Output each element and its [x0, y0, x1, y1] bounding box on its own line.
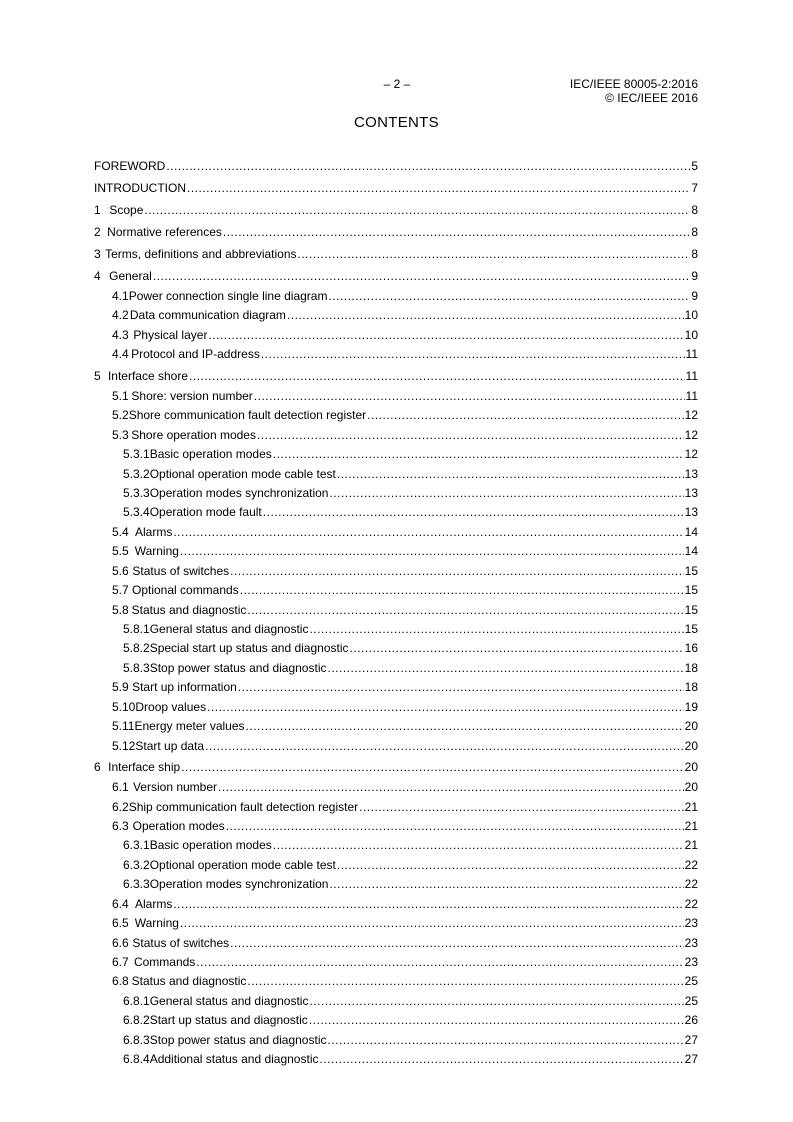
toc-entry-number: 5.3	[112, 427, 129, 442]
toc-dot-leader	[329, 875, 683, 894]
toc-entry-title: Optional operation mode cable test	[149, 466, 336, 481]
toc-entry-title: Additional status and diagnostic	[149, 1052, 319, 1067]
toc-entry-page: 23	[684, 935, 698, 950]
toc-entry-number: 5.10	[112, 699, 136, 714]
toc-dot-leader	[328, 287, 690, 306]
toc-entry-title: Power connection single line diagram	[128, 289, 328, 303]
toc-dot-leader	[350, 639, 684, 658]
toc-entry[interactable]	[94, 620, 698, 639]
toc-entry-number: 5.2	[112, 408, 129, 423]
toc-entry[interactable]	[94, 601, 698, 620]
toc-entry[interactable]	[94, 972, 698, 991]
toc-dot-leader	[359, 798, 684, 817]
toc-entry-number: 6.4	[112, 896, 129, 911]
toc-entry-page: 21	[684, 799, 698, 814]
toc-entry-title: Start up status and diagnostic	[149, 1013, 308, 1028]
toc-entry-title: Warning	[134, 544, 179, 559]
toc-entry-title: Normative references	[107, 225, 222, 239]
toc-entry-title: Shore operation modes	[131, 427, 256, 442]
toc-entry[interactable]	[94, 639, 698, 658]
toc-entry-page: 22	[684, 877, 698, 892]
toc-dot-leader	[205, 737, 684, 756]
toc-entry-title: Protocol and IP-address	[131, 347, 260, 362]
toc-entry[interactable]	[94, 1011, 698, 1030]
toc-entry-title: Operation modes synchronization	[149, 877, 329, 892]
toc-entry-page: 18	[684, 660, 698, 675]
toc-entry[interactable]	[94, 778, 698, 797]
toc-entry[interactable]	[94, 199, 698, 221]
toc-dot-leader	[309, 620, 683, 639]
toc-dot-leader	[180, 914, 684, 933]
toc-entry-number: 1	[94, 203, 101, 217]
toc-entry-page: 20	[684, 760, 698, 775]
toc-entry-title: General status and diagnostic	[149, 622, 309, 636]
toc-dot-leader	[173, 895, 683, 914]
toc-entry-page: 25	[684, 974, 698, 989]
toc-dot-leader	[240, 581, 684, 600]
toc-entry[interactable]	[94, 875, 698, 894]
toc-entry[interactable]	[94, 542, 698, 561]
toc-entry-title: Droop values	[135, 699, 207, 714]
document-id: IEC/IEEE 80005-2:2016	[569, 77, 698, 91]
toc-entry-title: Optional commands	[131, 583, 239, 598]
toc-entry-number: 5.6	[112, 563, 129, 578]
toc-entry-page: 27	[684, 1032, 698, 1047]
toc-dot-leader	[218, 778, 684, 797]
toc-entry[interactable]	[94, 406, 698, 425]
toc-entry-title: Basic operation modes	[149, 838, 272, 853]
toc-entry[interactable]	[94, 306, 698, 325]
toc-dot-leader	[337, 465, 684, 484]
toc-entry-title: Special start up status and diagnostic	[149, 641, 349, 656]
toc-entry-title: Energy meter values	[134, 719, 245, 734]
toc-entry-title: Operation modes synchronization	[149, 485, 329, 500]
toc-entry-number: 6.3.3	[123, 877, 150, 892]
toc-entry-number: 5.3.4	[123, 505, 150, 520]
toc-dot-leader	[257, 426, 684, 445]
toc-entry-page: 21	[684, 838, 698, 853]
toc-entry-number: 5.8.1	[123, 622, 150, 636]
toc-entry[interactable]	[94, 581, 698, 600]
toc-entry-number: 5.12	[112, 738, 136, 753]
toc-dot-leader	[207, 698, 684, 717]
toc-entry-page: 11	[685, 347, 698, 362]
toc-entry[interactable]	[94, 445, 698, 464]
toc-entry-number: 4	[94, 269, 101, 283]
toc-entry-page: 12	[684, 427, 698, 442]
toc-entry-number: 5.11	[112, 719, 135, 734]
toc-entry[interactable]	[94, 155, 698, 177]
toc-entry-page: 19	[684, 699, 698, 714]
toc-entry-number: 6	[94, 760, 101, 775]
toc-entry-title: Shore communication fault detection register	[128, 408, 367, 423]
copyright-notice: © IEC/IEEE 2016	[605, 91, 698, 105]
toc-entry-number: 6.5	[112, 916, 129, 931]
toc-dot-leader	[263, 503, 684, 522]
toc-entry-number: 6.8	[112, 974, 129, 989]
toc-entry-title: Physical layer	[133, 327, 208, 342]
toc-entry[interactable]	[94, 856, 698, 875]
toc-dot-leader	[247, 972, 683, 991]
toc-dot-leader	[189, 365, 685, 387]
toc-entry-number: 5.5	[112, 544, 129, 559]
toc-entry[interactable]	[94, 265, 698, 287]
toc-entry-number: 5.7	[112, 583, 129, 598]
toc-dot-leader	[173, 523, 683, 542]
toc-entry-title: Status of switches	[132, 563, 230, 578]
toc-entry-page: 21	[684, 818, 698, 833]
toc-dot-leader	[180, 542, 684, 561]
toc-dot-leader	[309, 992, 683, 1011]
toc-dot-leader	[298, 243, 691, 265]
toc-dot-leader	[309, 1011, 684, 1030]
toc-entry-page: 8	[691, 225, 698, 239]
toc-entry[interactable]	[94, 817, 698, 836]
toc-entry[interactable]	[94, 221, 698, 243]
toc-entry-page: 5	[691, 159, 698, 173]
toc-dot-leader	[261, 345, 685, 364]
toc-entry-number: 2	[94, 225, 101, 239]
toc-entry[interactable]	[94, 659, 698, 678]
toc-entry[interactable]	[94, 836, 698, 855]
toc-entry-page: 23	[684, 955, 698, 969]
toc-dot-leader	[319, 1050, 683, 1069]
page-title: CONTENTS	[354, 114, 439, 131]
toc-dot-leader	[246, 717, 684, 736]
toc-entry-number: 6.8.4	[123, 1052, 150, 1067]
toc-dot-leader	[247, 601, 683, 620]
toc-entry[interactable]	[94, 798, 698, 817]
toc-entry[interactable]	[94, 737, 698, 756]
toc-entry-number: 6.2	[112, 799, 129, 814]
toc-dot-leader	[144, 199, 690, 221]
toc-entry-title: Alarms	[134, 896, 173, 911]
toc-dot-leader	[208, 326, 683, 345]
toc-entry-page: 15	[684, 583, 698, 598]
toc-entry-page: 27	[684, 1052, 698, 1067]
toc-entry-page: 20	[684, 719, 698, 734]
toc-entry-number: 6.1	[112, 780, 129, 795]
page-number: – 2 –	[383, 77, 411, 91]
toc-dot-leader	[181, 756, 683, 778]
toc-entry[interactable]	[94, 523, 698, 542]
toc-entry-number: 6.8.1	[123, 993, 150, 1008]
toc-entry-title: Commands	[133, 955, 196, 969]
toc-entry-page: 13	[684, 466, 698, 481]
toc-entry-page: 13	[684, 485, 698, 500]
toc-entry-number: 4.2	[112, 308, 129, 323]
toc-entry-title: Shore: version number	[131, 388, 253, 403]
table-of-contents	[94, 155, 698, 1070]
toc-entry-page: 14	[684, 524, 698, 539]
toc-entry-number: 6.3.2	[123, 857, 150, 872]
toc-entry-page: 13	[684, 505, 698, 520]
toc-entry[interactable]	[94, 717, 698, 736]
toc-entry[interactable]	[94, 756, 698, 778]
toc-entry-page: 11	[685, 368, 698, 383]
toc-entry-title: Interface shore	[107, 368, 188, 383]
toc-entry-number: 6.6	[112, 935, 129, 950]
toc-dot-leader	[238, 678, 684, 697]
toc-dot-leader	[337, 856, 684, 875]
toc-entry-number: 5.3.3	[123, 485, 150, 500]
toc-entry-page: 16	[684, 641, 698, 656]
toc-dot-leader	[196, 953, 683, 972]
toc-entry-title: Stop power status and diagnostic	[149, 1032, 327, 1047]
toc-entry-number: 5.3.2	[123, 466, 150, 481]
toc-entry-title: Ship communication fault detection register	[128, 799, 359, 814]
toc-entry[interactable]	[94, 177, 698, 199]
toc-dot-leader	[367, 406, 683, 425]
toc-entry-page: 10	[684, 327, 698, 342]
toc-entry-title: Data communication diagram	[129, 308, 286, 323]
toc-entry-title: Terms, definitions and abbreviations	[105, 247, 297, 261]
toc-entry[interactable]	[94, 992, 698, 1011]
toc-entry-number: 6.3.1	[123, 838, 150, 853]
toc-entry[interactable]	[94, 465, 698, 484]
toc-entry-title: Warning	[134, 916, 179, 931]
toc-entry-title: Basic operation modes	[149, 447, 272, 462]
toc-entry[interactable]	[94, 484, 698, 503]
toc-entry-number: 5.3.1	[123, 447, 150, 462]
toc-entry-number: 5.4	[112, 524, 129, 539]
toc-entry-number: 4.4	[112, 347, 129, 362]
toc-entry-page: 15	[684, 563, 698, 578]
toc-entry-title: General	[109, 269, 152, 283]
toc-entry[interactable]	[94, 895, 698, 914]
toc-entry[interactable]	[94, 287, 698, 306]
toc-dot-leader	[287, 306, 684, 325]
toc-entry-page: 9	[691, 289, 698, 303]
toc-entry-page: 8	[691, 203, 698, 217]
toc-entry-title: INTRODUCTION	[94, 181, 186, 195]
toc-entry[interactable]	[94, 387, 698, 406]
toc-dot-leader	[153, 265, 690, 287]
toc-entry-number: 6.8.2	[123, 1013, 150, 1028]
toc-dot-leader	[223, 221, 690, 243]
toc-entry[interactable]	[94, 326, 698, 345]
toc-entry[interactable]	[94, 345, 698, 364]
toc-entry-page: 7	[691, 181, 698, 195]
toc-entry-number: 6.3	[112, 818, 129, 833]
toc-entry-number: 5.1	[112, 388, 129, 403]
toc-dot-leader	[230, 934, 684, 953]
toc-entry-number: 4.3	[112, 327, 129, 342]
toc-entry-page: 25	[684, 993, 698, 1008]
toc-entry[interactable]	[94, 914, 698, 933]
toc-entry[interactable]	[94, 243, 698, 265]
toc-entry-title: Start up information	[132, 680, 237, 695]
toc-entry-page: 8	[691, 247, 698, 261]
toc-entry-page: 10	[684, 308, 698, 323]
toc-entry-page: 26	[684, 1013, 698, 1028]
toc-entry[interactable]	[94, 503, 698, 522]
toc-entry-title: General status and diagnostic	[149, 993, 309, 1008]
toc-dot-leader	[226, 817, 684, 836]
toc-entry-number: 6.8.3	[123, 1032, 150, 1047]
toc-entry-number: 5.8.3	[123, 660, 150, 675]
toc-dot-leader	[327, 1031, 683, 1050]
toc-entry-title: FOREWORD	[94, 159, 166, 173]
toc-entry-title: Interface ship	[108, 760, 181, 775]
toc-entry-title: Operation modes	[132, 818, 225, 833]
toc-entry-page: 11	[685, 388, 698, 403]
toc-entry-page: 18	[684, 680, 698, 695]
toc-entry-page: 20	[684, 738, 698, 753]
toc-entry[interactable]	[94, 426, 698, 445]
toc-entry[interactable]	[94, 1031, 698, 1050]
toc-entry-page: 22	[684, 896, 698, 911]
toc-dot-leader	[230, 562, 684, 581]
toc-entry-title: Start up data	[135, 738, 205, 753]
toc-entry-number: 5.8.2	[123, 641, 150, 656]
toc-entry-page: 15	[684, 602, 698, 617]
toc-dot-leader	[187, 177, 690, 199]
toc-entry-number: 5.9	[112, 680, 129, 695]
toc-entry-page: 12	[684, 447, 698, 462]
toc-entry-number: 6.7	[112, 955, 129, 969]
toc-entry-title: Optional operation mode cable test	[149, 857, 336, 872]
toc-entry-page: 22	[684, 857, 698, 872]
toc-entry[interactable]	[94, 953, 698, 972]
toc-entry-title: Status of switches	[132, 935, 230, 950]
toc-entry-title: Scope	[109, 203, 144, 217]
toc-dot-leader	[166, 155, 690, 177]
toc-dot-leader	[329, 484, 683, 503]
toc-entry-number: 5.8	[112, 602, 129, 617]
toc-dot-leader	[273, 836, 684, 855]
toc-entry-number: 3	[94, 247, 101, 261]
toc-entry-number: 4.1	[112, 289, 129, 303]
toc-entry-page: 20	[684, 780, 698, 795]
toc-dot-leader	[327, 659, 683, 678]
toc-entry-title: Stop power status and diagnostic	[149, 660, 327, 675]
toc-dot-leader	[273, 445, 684, 464]
toc-entry-title: Version number	[132, 780, 218, 795]
toc-entry[interactable]	[94, 678, 698, 697]
toc-entry-title: Status and diagnostic	[131, 974, 247, 989]
toc-entry[interactable]	[94, 365, 698, 387]
toc-entry-title: Operation mode fault	[149, 505, 262, 520]
toc-entry-page: 23	[684, 916, 698, 931]
toc-dot-leader	[254, 387, 685, 406]
toc-entry-number: 5	[94, 368, 101, 383]
toc-entry[interactable]	[94, 934, 698, 953]
toc-entry-page: 9	[691, 269, 698, 283]
toc-entry[interactable]	[94, 562, 698, 581]
toc-entry-title: Alarms	[134, 524, 173, 539]
toc-entry-page: 12	[684, 408, 698, 423]
toc-entry[interactable]	[94, 1050, 698, 1069]
toc-entry[interactable]	[94, 698, 698, 717]
toc-entry-title: Status and diagnostic	[131, 602, 247, 617]
toc-entry-page: 14	[684, 544, 698, 559]
toc-entry-page: 15	[684, 622, 698, 636]
